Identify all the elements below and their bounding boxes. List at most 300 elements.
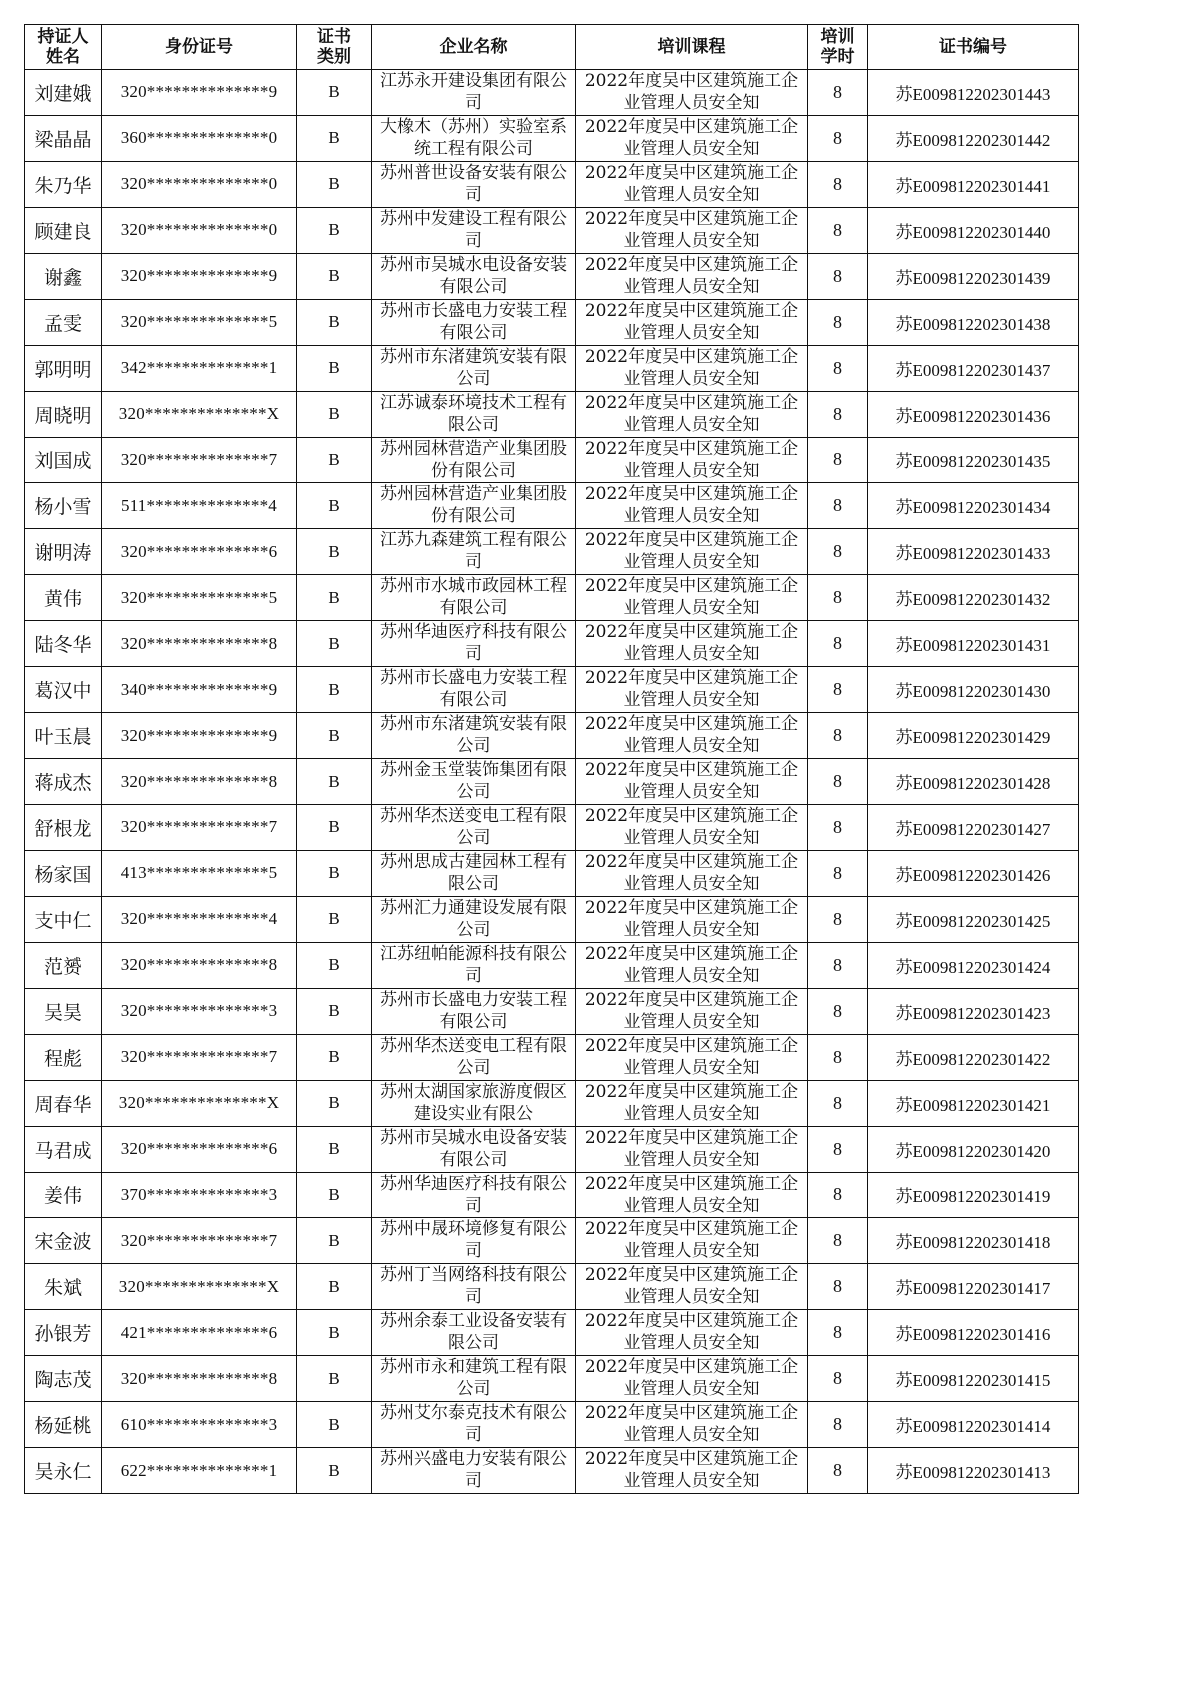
course-cell-text: 2022年度吴中区建筑施工企业管理人员安全知 <box>584 254 799 297</box>
holder-name-cell: 支中仁 <box>25 896 102 942</box>
cert-number-cell: 苏E009812202301429 <box>868 713 1079 759</box>
hours-cell: 8 <box>808 1356 868 1402</box>
company-cell <box>372 115 576 161</box>
cert-type-cell: B <box>297 1448 372 1494</box>
cert-type-cell: B <box>297 161 372 207</box>
header-hours <box>808 25 868 70</box>
id-number-cell: 320**************8 <box>102 621 297 667</box>
id-number-cell: 342**************1 <box>102 345 297 391</box>
table-row <box>25 207 1079 253</box>
cert-number-cell: 苏E009812202301427 <box>868 805 1079 851</box>
holder-name-cell: 谢鑫 <box>25 253 102 299</box>
cert-type-cell: B <box>297 1126 372 1172</box>
cert-number-cell: 苏E009812202301418 <box>868 1218 1079 1264</box>
course-cell <box>576 1264 808 1310</box>
company-cell <box>372 483 576 529</box>
cert-type-cell: B <box>297 1356 372 1402</box>
course-cell <box>576 713 808 759</box>
holder-name-cell: 姜伟 <box>25 1172 102 1218</box>
holder-name-cell: 梁晶晶 <box>25 115 102 161</box>
company-cell-text: 苏州市东渚建筑安装有限公司 <box>380 346 567 389</box>
company-cell <box>372 850 576 896</box>
id-number-cell: 320**************X <box>102 1264 297 1310</box>
id-number-cell: 320**************9 <box>102 253 297 299</box>
course-cell-text: 2022年度吴中区建筑施工企业管理人员安全知 <box>584 897 799 940</box>
hours-cell: 8 <box>808 805 868 851</box>
holder-name-cell: 舒根龙 <box>25 805 102 851</box>
company-cell-text: 苏州普世设备安装有限公司 <box>380 162 567 205</box>
cert-number-cell: 苏E009812202301416 <box>868 1310 1079 1356</box>
company-cell-text: 苏州太湖国家旅游度假区建设实业有限公 <box>380 1081 567 1124</box>
cert-type-cell: B <box>297 483 372 529</box>
cert-number-cell: 苏E009812202301432 <box>868 575 1079 621</box>
company-cell <box>372 1264 576 1310</box>
header-course: 培训课程 <box>576 25 808 70</box>
hours-cell: 8 <box>808 529 868 575</box>
hours-cell: 8 <box>808 483 868 529</box>
company-cell-text: 苏州金玉堂装饰集团有限公司 <box>380 760 567 803</box>
course-cell-text: 2022年度吴中区建筑施工企业管理人员安全知 <box>584 1357 799 1400</box>
table-row <box>25 1218 1079 1264</box>
course-cell-text: 2022年度吴中区建筑施工企业管理人员安全知 <box>584 346 799 389</box>
course-cell <box>576 161 808 207</box>
course-cell-text: 2022年度吴中区建筑施工企业管理人员安全知 <box>584 392 799 435</box>
company-cell <box>372 1080 576 1126</box>
id-number-cell: 370**************3 <box>102 1172 297 1218</box>
course-cell <box>576 345 808 391</box>
company-cell-text: 苏州华杰送变电工程有限公司 <box>380 806 567 848</box>
cert-number-cell: 苏E009812202301431 <box>868 621 1079 667</box>
cert-type-cell: B <box>297 207 372 253</box>
cert-type-cell: B <box>297 942 372 988</box>
hours-cell: 8 <box>808 575 868 621</box>
course-cell-text: 2022年度吴中区建筑施工企业管理人员安全知 <box>584 1173 799 1216</box>
cert-type-cell: B <box>297 391 372 437</box>
table-row <box>25 850 1079 896</box>
table-row <box>25 391 1079 437</box>
holder-name-cell: 马君成 <box>25 1126 102 1172</box>
holder-name-cell: 宋金波 <box>25 1218 102 1264</box>
id-number-cell: 320**************8 <box>102 942 297 988</box>
course-cell <box>576 1172 808 1218</box>
course-cell <box>576 1402 808 1448</box>
company-cell <box>372 1448 576 1494</box>
table-row <box>25 667 1079 713</box>
company-cell <box>372 988 576 1034</box>
hours-cell: 8 <box>808 1126 868 1172</box>
course-cell <box>576 1310 808 1356</box>
holder-name-cell: 范赟 <box>25 942 102 988</box>
hours-cell: 8 <box>808 1402 868 1448</box>
course-cell-text: 2022年度吴中区建筑施工企业管理人员安全知 <box>584 162 799 205</box>
company-cell-text: 苏州思成古建园林工程有限公司 <box>380 851 567 894</box>
course-cell-text: 2022年度吴中区建筑施工企业管理人员安全知 <box>584 851 799 894</box>
cert-number-cell: 苏E009812202301423 <box>868 988 1079 1034</box>
company-cell-text: 苏州园林营造产业集团股份有限公司 <box>380 484 567 527</box>
cert-number-cell: 苏E009812202301441 <box>868 161 1079 207</box>
company-cell-text: 江苏纽帕能源科技有限公司 <box>380 943 567 986</box>
company-cell <box>372 575 576 621</box>
table-header <box>25 25 1079 70</box>
course-cell <box>576 70 808 116</box>
cert-type-cell: B <box>297 1218 372 1264</box>
table-row <box>25 1080 1079 1126</box>
holder-name-cell: 郭明明 <box>25 345 102 391</box>
company-cell-text: 苏州汇力通建设发展有限公司 <box>380 897 567 940</box>
course-cell <box>576 988 808 1034</box>
header-holder-name <box>25 25 102 70</box>
course-cell <box>576 759 808 805</box>
id-number-cell: 320**************5 <box>102 575 297 621</box>
hours-cell: 8 <box>808 1218 868 1264</box>
cert-number-cell: 苏E009812202301439 <box>868 253 1079 299</box>
company-cell <box>372 299 576 345</box>
cert-number-cell: 苏E009812202301436 <box>868 391 1079 437</box>
id-number-cell: 413**************5 <box>102 850 297 896</box>
hours-cell: 8 <box>808 1310 868 1356</box>
course-cell <box>576 253 808 299</box>
company-cell-text: 苏州丁当网络科技有限公司 <box>380 1265 567 1308</box>
table-row <box>25 437 1079 483</box>
hours-cell: 8 <box>808 759 868 805</box>
hours-cell: 8 <box>808 1034 868 1080</box>
table-row <box>25 621 1079 667</box>
course-cell <box>576 1126 808 1172</box>
company-cell-text: 苏州市永和建筑工程有限公司 <box>380 1357 567 1400</box>
table-row <box>25 942 1079 988</box>
course-cell-text: 2022年度吴中区建筑施工企业管理人员安全知 <box>584 484 799 527</box>
company-cell <box>372 667 576 713</box>
course-cell <box>576 942 808 988</box>
cert-type-cell: B <box>297 345 372 391</box>
cert-type-cell: B <box>297 850 372 896</box>
cert-number-cell: 苏E009812202301424 <box>868 942 1079 988</box>
hours-cell: 8 <box>808 1172 868 1218</box>
header-cert-number: 证书编号 <box>868 25 1079 70</box>
company-cell <box>372 529 576 575</box>
cert-number-cell: 苏E009812202301413 <box>868 1448 1079 1494</box>
hours-cell: 8 <box>808 1264 868 1310</box>
cert-number-cell: 苏E009812202301426 <box>868 850 1079 896</box>
hours-cell: 8 <box>808 850 868 896</box>
holder-name-cell: 黄伟 <box>25 575 102 621</box>
course-cell <box>576 1080 808 1126</box>
course-cell-text: 2022年度吴中区建筑施工企业管理人员安全知 <box>584 71 799 113</box>
cert-type-cell: B <box>297 1402 372 1448</box>
cert-number-cell: 苏E009812202301420 <box>868 1126 1079 1172</box>
id-number-cell: 320**************9 <box>102 70 297 116</box>
company-cell-text: 苏州市长盛电力安装工程有限公司 <box>380 300 567 343</box>
course-cell-text: 2022年度吴中区建筑施工企业管理人员安全知 <box>584 760 799 803</box>
cert-type-cell: B <box>297 667 372 713</box>
cert-number-cell: 苏E009812202301430 <box>868 667 1079 713</box>
company-cell-text: 苏州市吴城水电设备安装有限公司 <box>380 254 567 297</box>
hours-cell: 8 <box>808 115 868 161</box>
id-number-cell: 421**************6 <box>102 1310 297 1356</box>
company-cell <box>372 391 576 437</box>
cert-type-cell: B <box>297 759 372 805</box>
cert-number-cell: 苏E009812202301438 <box>868 299 1079 345</box>
hours-cell: 8 <box>808 299 868 345</box>
id-number-cell: 340**************9 <box>102 667 297 713</box>
company-cell <box>372 713 576 759</box>
certificate-table <box>24 24 1079 1494</box>
table-row <box>25 345 1079 391</box>
header-id-number: 身份证号 <box>102 25 297 70</box>
cert-type-cell: B <box>297 621 372 667</box>
table-row <box>25 1172 1079 1218</box>
cert-number-cell: 苏E009812202301422 <box>868 1034 1079 1080</box>
course-cell-text: 2022年度吴中区建筑施工企业管理人员安全知 <box>584 116 799 159</box>
table-row <box>25 70 1079 116</box>
cert-type-cell: B <box>297 1034 372 1080</box>
company-cell <box>372 1310 576 1356</box>
id-number-cell: 320**************8 <box>102 1356 297 1402</box>
table-row <box>25 1356 1079 1402</box>
table-row <box>25 115 1079 161</box>
holder-name-cell: 刘建娥 <box>25 70 102 116</box>
hours-cell: 8 <box>808 1080 868 1126</box>
hours-cell: 8 <box>808 253 868 299</box>
company-cell <box>372 1402 576 1448</box>
cert-type-cell: B <box>297 529 372 575</box>
company-cell <box>372 1126 576 1172</box>
course-cell <box>576 1034 808 1080</box>
id-number-cell: 360**************0 <box>102 115 297 161</box>
holder-name-cell: 吴昊 <box>25 988 102 1034</box>
holder-name-cell: 周春华 <box>25 1080 102 1126</box>
cert-number-cell: 苏E009812202301421 <box>868 1080 1079 1126</box>
cert-number-cell: 苏E009812202301417 <box>868 1264 1079 1310</box>
id-number-cell: 320**************9 <box>102 713 297 759</box>
course-cell-text: 2022年度吴中区建筑施工企业管理人员安全知 <box>584 530 799 573</box>
cert-type-cell: B <box>297 253 372 299</box>
cert-type-cell: B <box>297 70 372 116</box>
id-number-cell: 320**************7 <box>102 437 297 483</box>
company-cell-text: 江苏九森建筑工程有限公司 <box>380 530 567 573</box>
hours-cell: 8 <box>808 207 868 253</box>
course-cell <box>576 529 808 575</box>
id-number-cell: 320**************6 <box>102 1126 297 1172</box>
id-number-cell: 320**************0 <box>102 207 297 253</box>
id-number-cell: 320**************7 <box>102 805 297 851</box>
company-cell <box>372 1034 576 1080</box>
course-cell <box>576 391 808 437</box>
holder-name-cell: 陶志茂 <box>25 1356 102 1402</box>
table-row <box>25 1402 1079 1448</box>
id-number-cell: 622**************1 <box>102 1448 297 1494</box>
cert-number-cell: 苏E009812202301419 <box>868 1172 1079 1218</box>
company-cell <box>372 621 576 667</box>
table-row <box>25 575 1079 621</box>
holder-name-cell: 顾建良 <box>25 207 102 253</box>
id-number-cell: 320**************3 <box>102 988 297 1034</box>
table-row <box>25 1034 1079 1080</box>
company-cell-text: 苏州华杰送变电工程有限公司 <box>380 1035 567 1078</box>
company-cell <box>372 1356 576 1402</box>
company-cell <box>372 207 576 253</box>
table-row <box>25 299 1079 345</box>
id-number-cell: 320**************0 <box>102 161 297 207</box>
id-number-cell: 320**************5 <box>102 299 297 345</box>
course-cell-text: 2022年度吴中区建筑施工企业管理人员安全知 <box>584 989 799 1032</box>
course-cell-text: 2022年度吴中区建筑施工企业管理人员安全知 <box>584 1035 799 1078</box>
company-cell <box>372 896 576 942</box>
cert-number-cell: 苏E009812202301434 <box>868 483 1079 529</box>
holder-name-cell: 吴永仁 <box>25 1448 102 1494</box>
company-cell-text: 苏州艾尔泰克技术有限公司 <box>380 1403 567 1446</box>
cert-number-cell: 苏E009812202301425 <box>868 896 1079 942</box>
holder-name-cell: 杨延桃 <box>25 1402 102 1448</box>
holder-name-cell: 周晓明 <box>25 391 102 437</box>
table-row <box>25 529 1079 575</box>
table-row <box>25 1448 1079 1494</box>
holder-name-cell: 杨小雪 <box>25 483 102 529</box>
holder-name-cell: 杨家国 <box>25 850 102 896</box>
hours-cell: 8 <box>808 345 868 391</box>
course-cell <box>576 1218 808 1264</box>
company-cell-text: 苏州市水城市政园林工程有限公司 <box>380 576 567 619</box>
table-row <box>25 483 1079 529</box>
company-cell <box>372 345 576 391</box>
id-number-cell: 320**************7 <box>102 1034 297 1080</box>
holder-name-cell: 孟雯 <box>25 299 102 345</box>
header-hours-label: 培训学时 <box>820 27 855 67</box>
hours-cell: 8 <box>808 667 868 713</box>
course-cell <box>576 575 808 621</box>
header-cert-type-label: 证书类别 <box>317 27 351 67</box>
company-cell <box>372 437 576 483</box>
company-cell <box>372 1172 576 1218</box>
course-cell <box>576 115 808 161</box>
hours-cell: 8 <box>808 391 868 437</box>
course-cell-text: 2022年度吴中区建筑施工企业管理人员安全知 <box>584 714 799 757</box>
course-cell-text: 2022年度吴中区建筑施工企业管理人员安全知 <box>584 576 799 619</box>
company-cell-text: 苏州市长盛电力安装工程有限公司 <box>380 989 567 1032</box>
cert-type-cell: B <box>297 713 372 759</box>
company-cell-text: 苏州余泰工业设备安装有限公司 <box>380 1311 567 1354</box>
holder-name-cell: 朱乃华 <box>25 161 102 207</box>
cert-number-cell: 苏E009812202301437 <box>868 345 1079 391</box>
company-cell <box>372 70 576 116</box>
company-cell <box>372 253 576 299</box>
company-cell-text: 苏州中发建设工程有限公司 <box>380 208 567 251</box>
company-cell-text: 苏州华迪医疗科技有限公司 <box>380 622 567 665</box>
company-cell-text: 苏州园林营造产业集团股份有限公司 <box>380 438 567 481</box>
course-cell-text: 2022年度吴中区建筑施工企业管理人员安全知 <box>584 1449 799 1492</box>
company-cell-text: 苏州市长盛电力安装工程有限公司 <box>380 668 567 711</box>
course-cell-text: 2022年度吴中区建筑施工企业管理人员安全知 <box>584 438 799 481</box>
company-cell-text: 苏州中晟环境修复有限公司 <box>380 1219 567 1262</box>
course-cell-text: 2022年度吴中区建筑施工企业管理人员安全知 <box>584 668 799 711</box>
hours-cell: 8 <box>808 988 868 1034</box>
table-row <box>25 805 1079 851</box>
company-cell <box>372 161 576 207</box>
hours-cell: 8 <box>808 161 868 207</box>
cert-number-cell: 苏E009812202301443 <box>868 70 1079 116</box>
hours-cell: 8 <box>808 437 868 483</box>
cert-type-cell: B <box>297 988 372 1034</box>
company-cell <box>372 759 576 805</box>
company-cell <box>372 942 576 988</box>
hours-cell: 8 <box>808 621 868 667</box>
table-row <box>25 759 1079 805</box>
course-cell-text: 2022年度吴中区建筑施工企业管理人员安全知 <box>584 806 799 848</box>
company-cell-text: 苏州兴盛电力安装有限公司 <box>380 1449 567 1492</box>
header-row <box>25 25 1079 70</box>
id-number-cell: 320**************X <box>102 1080 297 1126</box>
company-cell-text: 苏州华迪医疗科技有限公司 <box>380 1173 567 1216</box>
cert-type-cell: B <box>297 299 372 345</box>
cert-type-cell: B <box>297 805 372 851</box>
cert-number-cell: 苏E009812202301415 <box>868 1356 1079 1402</box>
cert-type-cell: B <box>297 115 372 161</box>
course-cell <box>576 1356 808 1402</box>
cert-number-cell: 苏E009812202301440 <box>868 207 1079 253</box>
hours-cell: 8 <box>808 1448 868 1494</box>
table-body <box>25 70 1079 1494</box>
company-cell-text: 江苏永开建设集团有限公司 <box>380 71 567 113</box>
company-cell-text: 苏州市吴城水电设备安装有限公司 <box>380 1127 567 1170</box>
table-row <box>25 896 1079 942</box>
company-cell-text: 江苏诚泰环境技术工程有限公司 <box>380 392 567 435</box>
holder-name-cell: 孙银芳 <box>25 1310 102 1356</box>
course-cell-text: 2022年度吴中区建筑施工企业管理人员安全知 <box>584 943 799 986</box>
hours-cell: 8 <box>808 896 868 942</box>
course-cell <box>576 299 808 345</box>
cert-type-cell: B <box>297 1310 372 1356</box>
cert-type-cell: B <box>297 575 372 621</box>
cert-number-cell: 苏E009812202301428 <box>868 759 1079 805</box>
course-cell <box>576 805 808 851</box>
table-row <box>25 1126 1079 1172</box>
holder-name-cell: 蒋成杰 <box>25 759 102 805</box>
course-cell-text: 2022年度吴中区建筑施工企业管理人员安全知 <box>584 1403 799 1446</box>
cert-number-cell: 苏E009812202301435 <box>868 437 1079 483</box>
course-cell <box>576 437 808 483</box>
hours-cell: 8 <box>808 713 868 759</box>
table-row <box>25 253 1079 299</box>
table-row <box>25 713 1079 759</box>
course-cell-text: 2022年度吴中区建筑施工企业管理人员安全知 <box>584 208 799 251</box>
course-cell <box>576 621 808 667</box>
course-cell-text: 2022年度吴中区建筑施工企业管理人员安全知 <box>584 1311 799 1354</box>
id-number-cell: 320**************4 <box>102 896 297 942</box>
course-cell-text: 2022年度吴中区建筑施工企业管理人员安全知 <box>584 1265 799 1308</box>
cert-type-cell: B <box>297 1172 372 1218</box>
hours-cell: 8 <box>808 942 868 988</box>
holder-name-cell: 程彪 <box>25 1034 102 1080</box>
course-cell <box>576 483 808 529</box>
table-row <box>25 1264 1079 1310</box>
id-number-cell: 610**************3 <box>102 1402 297 1448</box>
holder-name-cell: 叶玉晨 <box>25 713 102 759</box>
course-cell <box>576 850 808 896</box>
id-number-cell: 511**************4 <box>102 483 297 529</box>
id-number-cell: 320**************X <box>102 391 297 437</box>
company-cell <box>372 805 576 851</box>
header-holder-name-label: 持证人姓名 <box>37 27 89 67</box>
hours-cell: 8 <box>808 70 868 116</box>
course-cell <box>576 896 808 942</box>
id-number-cell: 320**************8 <box>102 759 297 805</box>
holder-name-cell: 葛汉中 <box>25 667 102 713</box>
course-cell-text: 2022年度吴中区建筑施工企业管理人员安全知 <box>584 300 799 343</box>
holder-name-cell: 刘国成 <box>25 437 102 483</box>
cert-type-cell: B <box>297 437 372 483</box>
cert-number-cell: 苏E009812202301442 <box>868 115 1079 161</box>
cert-number-cell: 苏E009812202301433 <box>868 529 1079 575</box>
